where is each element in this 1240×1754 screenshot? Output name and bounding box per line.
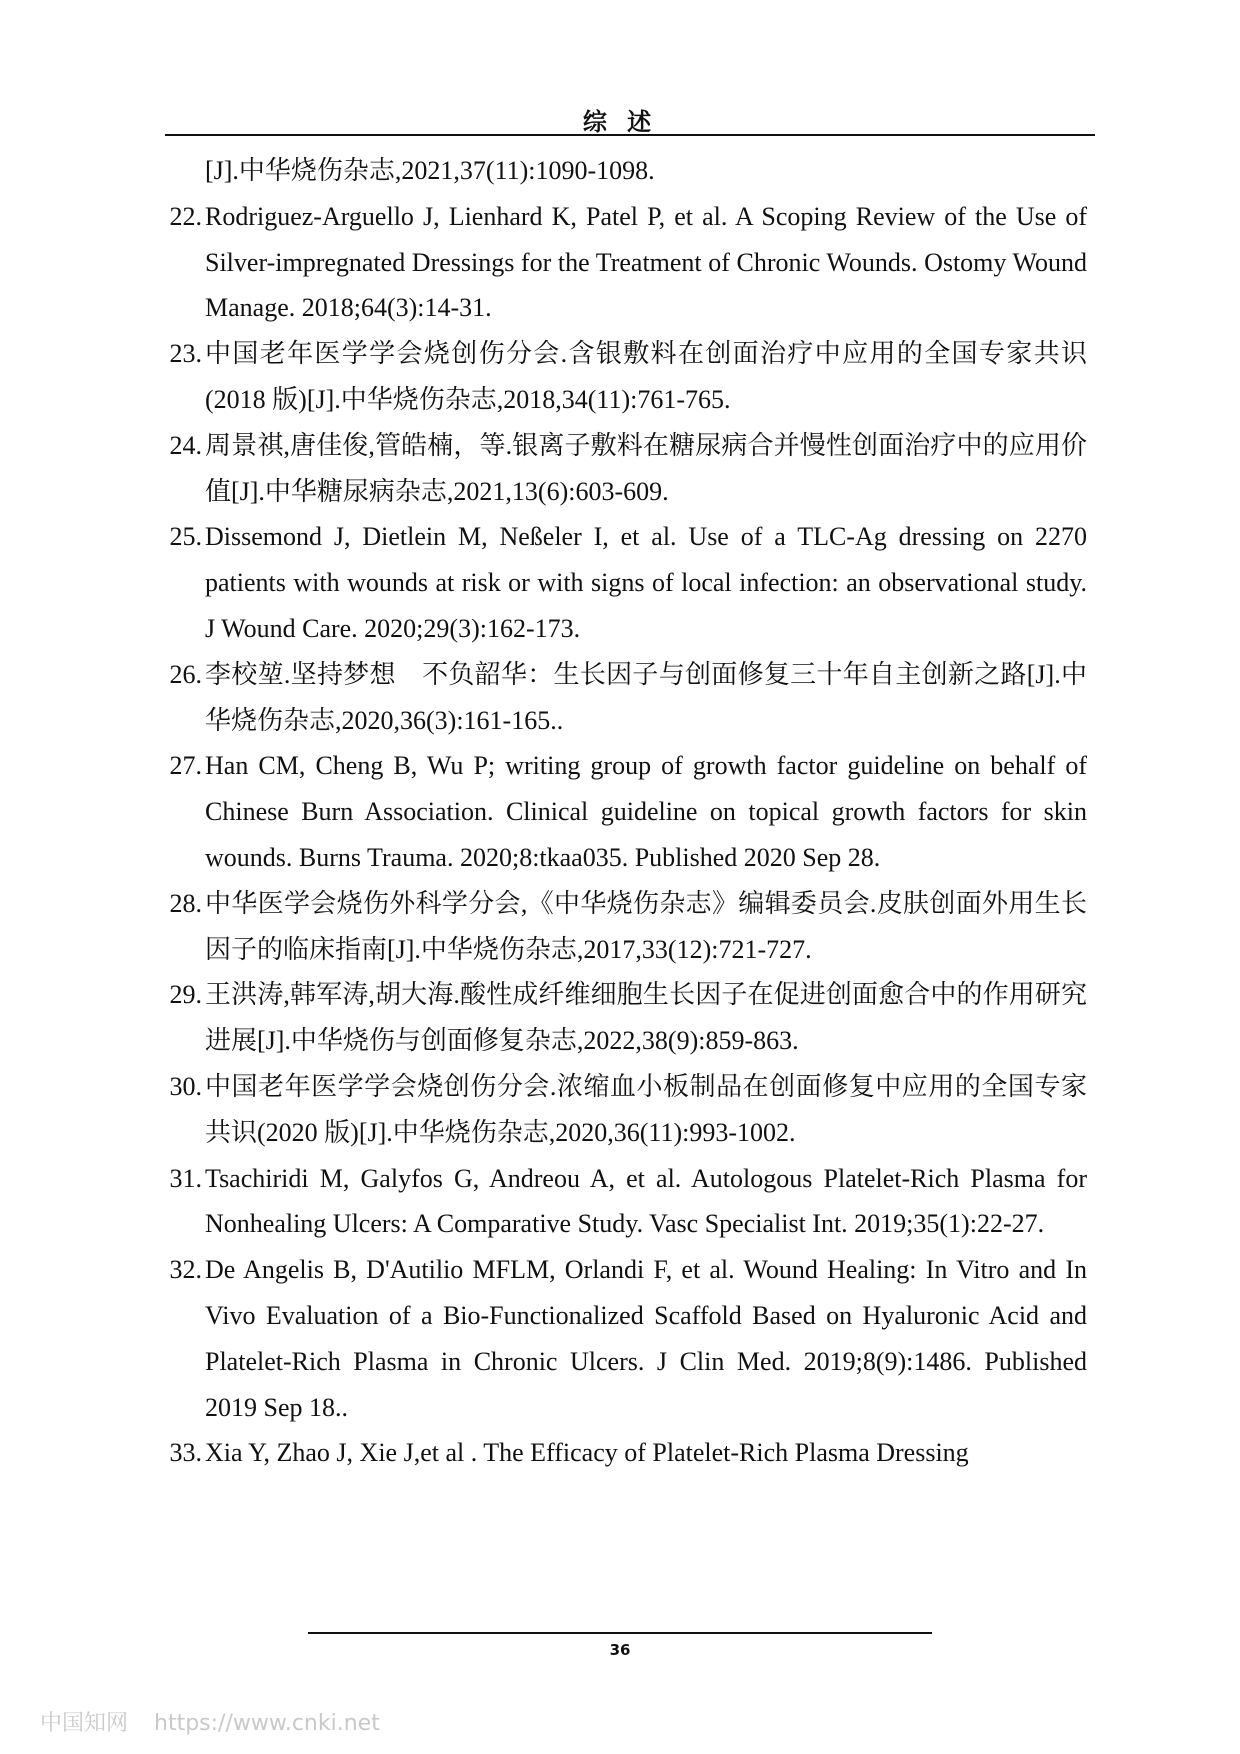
reference-number: 27. xyxy=(169,751,202,781)
reference-text: 中国老年医学学会烧创伤分会.含银敷料在创面治疗中应用的全国专家共识(2018 版)[J].中华烧伤杂志,2018,34(11):761-765. xyxy=(205,339,1087,414)
reference-number: 26. xyxy=(169,659,202,689)
reference-list xyxy=(0,148,1240,1476)
reference-text: Xia Y, Zhao J, Xie J,et al . The Efficacy of Platelet-Rich Plasma Dressing xyxy=(205,1438,969,1468)
reference-text: Han CM, Cheng B, Wu P; writing group of growth factor guideline on behalf of Chinese Burn Association. Clinical guideline on topical growth factors for skin wounds. Burns Trauma. 2020;8:tkaa035. Published 2020 Sep 28. xyxy=(205,751,1087,872)
header-rule xyxy=(165,134,1095,136)
reference-number: 24. xyxy=(169,430,202,460)
reference-item xyxy=(169,1247,1087,1430)
reference-number: 29. xyxy=(169,980,202,1010)
page-number: 36 xyxy=(609,1641,631,1659)
reference-item xyxy=(169,881,1087,973)
reference-text: 中国老年医学学会烧创伤分会.浓缩血小板制品在创面修复中应用的全国专家共识(2020 版)[J].中华烧伤杂志,2020,36(11):993-1002. xyxy=(205,1071,1087,1147)
reference-number: 33. xyxy=(169,1438,202,1468)
reference-item xyxy=(169,194,1087,331)
reference-text: 李校堃.坚持梦想 不负韶华：生长因子与创面修复三十年自主创新之路[J].中华烧伤杂志,2020,36(3):161-165.. xyxy=(205,659,1087,735)
reference-number: 30. xyxy=(169,1071,202,1101)
reference-text: [J].中华烧伤杂志,2021,37(11):1090-1098. xyxy=(205,156,655,185)
reference-text: 中华医学会烧伤外科学分会,《中华烧伤杂志》编辑委员会.皮肤创面外用生长因子的临床指南[J].中华烧伤杂志,2017,33(12):721-727. xyxy=(205,888,1087,964)
reference-item xyxy=(169,514,1087,651)
reference-number: 31. xyxy=(169,1163,202,1193)
reference-text: Dissemond J, Dietlein M, Neßeler I, et al. Use of a TLC-Ag dressing on 2270 patients with wounds at risk or with signs of local infection: an observational study. J Wound Care. 2020;29(3):162-173. xyxy=(205,522,1087,643)
reference-number: 32. xyxy=(169,1255,202,1285)
reference-item xyxy=(169,1156,1087,1248)
reference-number: 28. xyxy=(169,888,202,918)
reference-text: 周景祺,唐佳俊,管皓楠，等.银离子敷料在糖尿病合并慢性创面治疗中的应用价值[J].中华糖尿病杂志,2021,13(6):603-609. xyxy=(205,430,1087,506)
reference-text: Tsachiridi M, Galyfos G, Andreou A, et al. Autologous Platelet-Rich Plasma for Nonhealing Ulcers: A Comparative Study. Vasc Specialist Int. 2019;35(1):22-27. xyxy=(205,1163,1087,1239)
watermark-url: https://www.cnki.net xyxy=(154,1711,380,1736)
reference-item xyxy=(169,972,1087,1064)
reference-item xyxy=(169,1064,1087,1156)
reference-text: De Angelis B, D'Autilio MFLM, Orlandi F, et al. Wound Healing: In Vitro and In Vivo Evaluation of a Bio-Functionalized Scaffold Based on Hyaluronic Acid and Platelet-Rich Plasma in Chronic Ulcers. J Clin Med. 2019;8(9):1486. Published 2019 Sep 18.. xyxy=(205,1255,1087,1422)
reference-item xyxy=(169,423,1087,515)
watermark-brand: 中国知网 xyxy=(40,1711,129,1736)
footer-rule xyxy=(308,1632,932,1634)
reference-item xyxy=(169,1430,1087,1476)
section-header-title: 综 述 xyxy=(582,108,658,136)
watermark xyxy=(40,1706,380,1737)
reference-text: 王洪涛,韩军涛,胡大海.酸性成纤维细胞生长因子在促进创面愈合中的作用研究进展[J].中华烧伤与创面修复杂志,2022,38(9):859-863. xyxy=(205,980,1087,1056)
reference-item xyxy=(169,331,1087,423)
reference-item xyxy=(169,652,1087,744)
reference-text: Rodriguez-Arguello J, Lienhard K, Patel P, et al. A Scoping Review of the Use of Silver-impregnated Dressings for the Treatment of Chronic Wounds. Ostomy Wound Manage. 2018;64(3):14-31. xyxy=(205,201,1087,323)
reference-number: 25. xyxy=(169,522,202,552)
reference-item xyxy=(169,743,1087,880)
reference-number: 23. xyxy=(169,339,202,369)
reference-number: 22. xyxy=(169,201,202,231)
reference-continuation xyxy=(205,148,1087,194)
